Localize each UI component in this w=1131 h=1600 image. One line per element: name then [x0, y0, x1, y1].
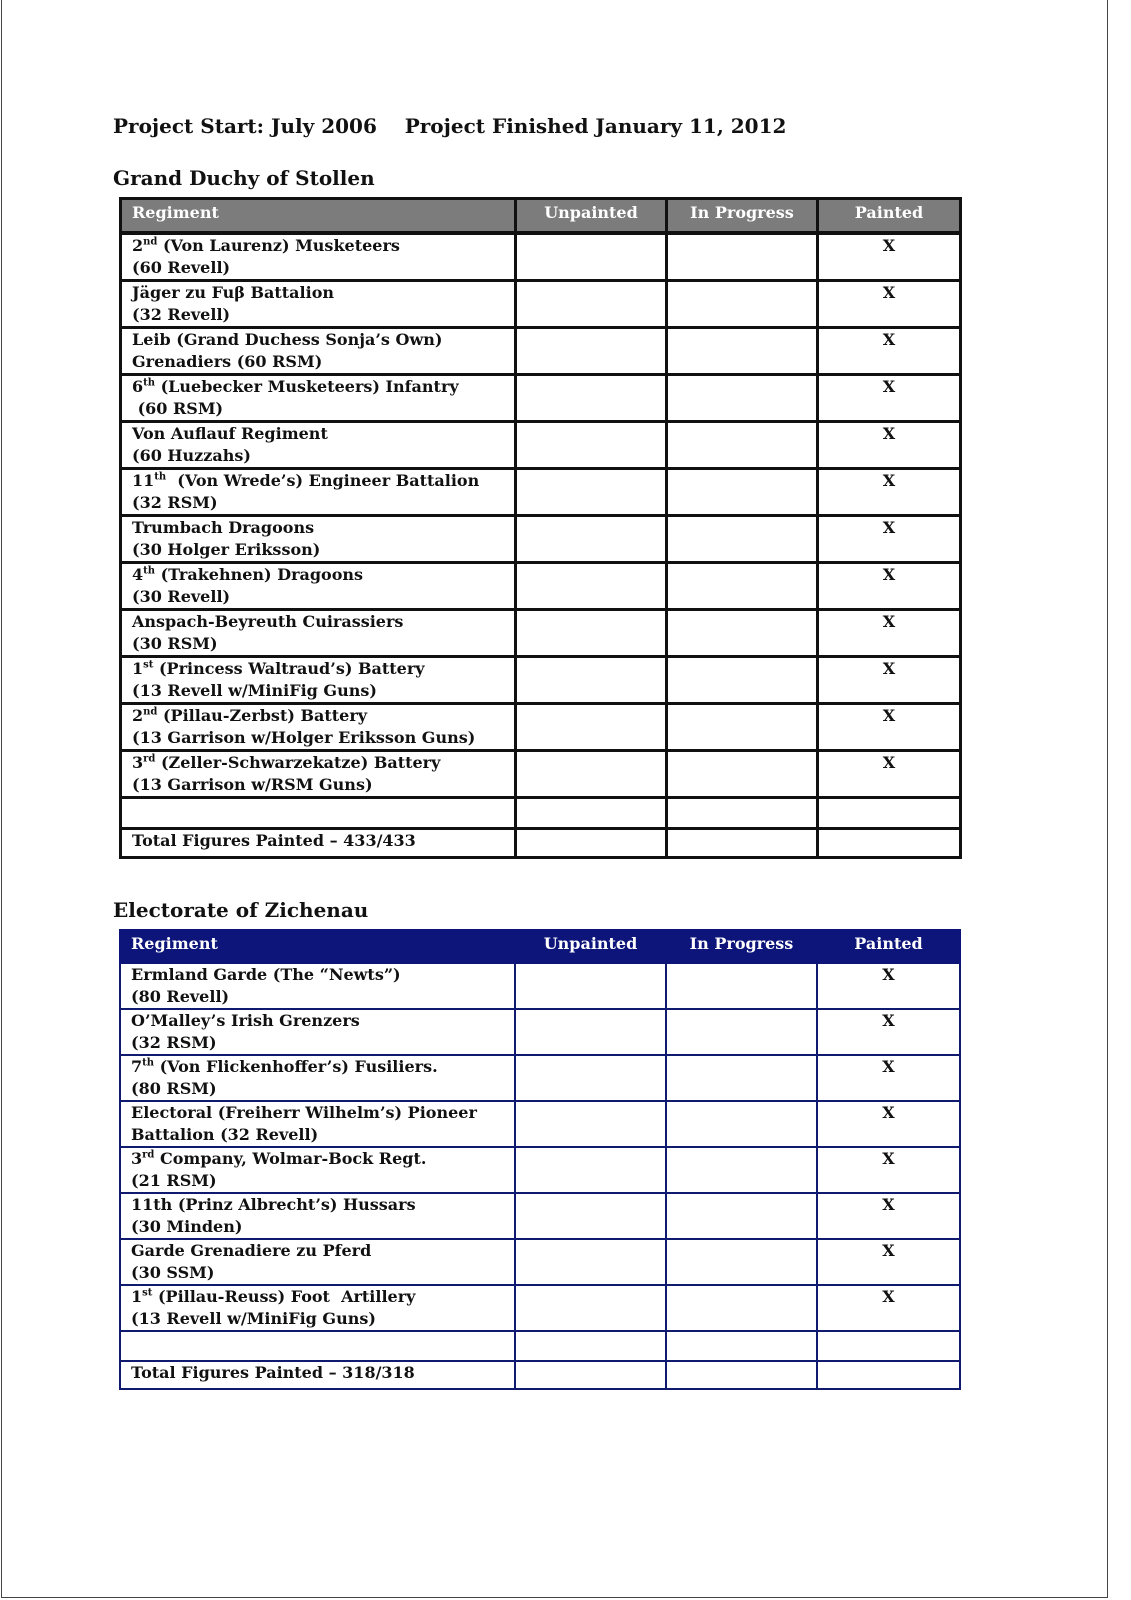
regiment-figures: (60 Huzzahs) [132, 446, 251, 465]
table-row [120, 1239, 960, 1285]
table-row [120, 1147, 960, 1193]
painted-mark: X [817, 1055, 960, 1101]
regiment-name [132, 470, 504, 492]
ordinal-suffix: th [143, 377, 156, 389]
table-row [120, 963, 960, 1009]
ordinal-suffix: th [154, 471, 167, 483]
regiment-name [132, 235, 504, 257]
table-header-row [120, 930, 960, 963]
total-figures-painted: Total Figures Painted – 318/318 [120, 1361, 515, 1389]
column-header-painted: Painted [817, 930, 960, 963]
regiment-cell [120, 1147, 515, 1193]
in-progress-cell [667, 233, 818, 281]
regiment-figures: (13 Revell w/MiniFig Guns) [132, 681, 377, 700]
regiment-figures: (13 Garrison w/Holger Eriksson Guns) [132, 728, 476, 747]
regiment-name [132, 752, 504, 774]
table-row [121, 281, 961, 328]
total-row [121, 829, 961, 858]
regiment-name-text: (Von Wrede’s) Engineer Battalion [166, 471, 480, 490]
regiment-name-text: Leib (Grand Duchess Sonja’s Own) [132, 330, 443, 349]
regiment-figures: (32 RSM) [132, 493, 218, 512]
ordinal-suffix: st [143, 659, 154, 671]
table-row [121, 233, 961, 281]
project-start: Project Start: July 2006 [113, 114, 377, 138]
column-header-unpainted: Unpainted [516, 199, 667, 234]
regiment-name-text: (Von Flickenhoffer’s) Fusiliers. [154, 1057, 438, 1076]
regiment-name-text: Garde Grenadiere zu Pferd [131, 1241, 372, 1260]
column-header-in-progress: In Progress [666, 930, 817, 963]
ordinal-suffix: rd [142, 1149, 155, 1161]
regiment-cell [121, 516, 516, 563]
project-dates [113, 114, 786, 138]
painted-mark: X [817, 1101, 960, 1147]
painted-mark: X [818, 516, 961, 563]
regiment-name-text: (Pillau-Reuss) Foot Artillery [152, 1287, 416, 1306]
in-progress-cell [667, 704, 818, 751]
painted-mark: X [818, 328, 961, 375]
painted-mark: X [817, 1009, 960, 1055]
painted-mark: X [818, 281, 961, 328]
regiment-name-text: Ermland Garde (The “Newts”) [131, 965, 401, 984]
stollen-table [119, 197, 962, 859]
in-progress-cell [666, 1239, 817, 1285]
regiment-name [132, 329, 504, 351]
regiment-name-text: Electoral (Freiherr Wilhelm’s) Pioneer [131, 1103, 477, 1122]
regiment-name [131, 1240, 504, 1262]
unpainted-cell [516, 422, 667, 469]
ordinal-suffix: nd [143, 706, 158, 718]
unpainted-cell [515, 1193, 666, 1239]
regiment-name [132, 423, 504, 445]
in-progress-cell [667, 375, 818, 422]
table-header-row [121, 199, 961, 234]
unpainted-cell [516, 469, 667, 516]
section-title-zichenau: Electorate of Zichenau [113, 898, 369, 922]
ordinal-suffix: nd [143, 236, 158, 248]
regiment-name-text: (Trakehnen) Dragoons [155, 565, 364, 584]
total-row [120, 1361, 960, 1389]
column-header-regiment: Regiment [120, 930, 515, 963]
painted-mark: X [818, 751, 961, 798]
regiment-figures: (30 SSM) [131, 1263, 215, 1282]
regiment-ordinal: 4 [132, 565, 144, 584]
blank-row [121, 798, 961, 829]
blank-row [120, 1331, 960, 1361]
in-progress-cell [667, 469, 818, 516]
regiment-figures: (30 Holger Eriksson) [132, 540, 321, 559]
section-title-stollen: Grand Duchy of Stollen [113, 166, 375, 190]
painted-mark: X [818, 657, 961, 704]
regiment-cell [121, 469, 516, 516]
in-progress-cell [667, 657, 818, 704]
painted-mark: X [817, 1193, 960, 1239]
regiment-name-text: (Princess Waltraud’s) Battery [153, 659, 425, 678]
regiment-cell [121, 610, 516, 657]
regiment-name [132, 705, 504, 727]
ordinal-suffix: st [142, 1287, 153, 1299]
unpainted-cell [516, 657, 667, 704]
regiment-name [131, 1056, 504, 1078]
table-row [120, 1055, 960, 1101]
in-progress-cell [667, 751, 818, 798]
zichenau-rows [120, 963, 960, 1331]
regiment-name-text: Anspach-Beyreuth Cuirassiers [132, 612, 404, 631]
regiment-ordinal: 6 [132, 377, 144, 396]
regiment-cell [121, 281, 516, 328]
in-progress-cell [667, 281, 818, 328]
regiment-figures: (13 Garrison w/RSM Guns) [132, 775, 373, 794]
in-progress-cell [667, 563, 818, 610]
regiment-ordinal: 1 [132, 659, 144, 678]
regiment-cell [120, 963, 515, 1009]
regiment-name [131, 964, 504, 986]
regiment-ordinal: 11 [132, 471, 155, 490]
regiment-name-text: O’Malley’s Irish Grenzers [131, 1011, 360, 1030]
regiment-figures: (60 Revell) [132, 258, 231, 277]
unpainted-cell [515, 963, 666, 1009]
unpainted-cell [516, 563, 667, 610]
regiment-name-text: 11th (Prinz Albrecht’s) Hussars [131, 1195, 416, 1214]
unpainted-cell [516, 375, 667, 422]
regiment-cell [121, 704, 516, 751]
regiment-name [131, 1102, 504, 1124]
regiment-name-text: (Zeller-Schwarzekatze) Battery [155, 753, 441, 772]
painted-mark: X [818, 375, 961, 422]
regiment-figures: Battalion (32 Revell) [131, 1125, 319, 1144]
regiment-cell [121, 233, 516, 281]
table-row [121, 657, 961, 704]
ordinal-suffix: rd [143, 753, 156, 765]
regiment-name [131, 1010, 504, 1032]
ordinal-suffix: th [143, 565, 156, 577]
regiment-ordinal: 3 [131, 1149, 143, 1168]
regiment-name-text: (Von Laurenz) Musketeers [157, 236, 400, 255]
regiment-ordinal: 2 [132, 236, 144, 255]
table-row [120, 1193, 960, 1239]
regiment-cell [120, 1239, 515, 1285]
unpainted-cell [516, 751, 667, 798]
regiment-name-text: Von Auflauf Regiment [132, 424, 328, 443]
regiment-cell [120, 1285, 515, 1331]
regiment-cell [120, 1009, 515, 1055]
stollen-rows [121, 233, 961, 798]
table-row [121, 563, 961, 610]
regiment-figures: (32 Revell) [132, 305, 231, 324]
total-figures-painted: Total Figures Painted – 433/433 [121, 829, 516, 858]
unpainted-cell [516, 233, 667, 281]
in-progress-cell [666, 1101, 817, 1147]
in-progress-cell [667, 610, 818, 657]
in-progress-cell [666, 1055, 817, 1101]
regiment-name [132, 658, 504, 680]
regiment-cell [120, 1193, 515, 1239]
regiment-cell [120, 1101, 515, 1147]
unpainted-cell [515, 1147, 666, 1193]
regiment-cell [121, 563, 516, 610]
zichenau-table [119, 929, 961, 1390]
table-row [121, 704, 961, 751]
table-row [121, 610, 961, 657]
regiment-name [131, 1148, 504, 1170]
table-row [121, 469, 961, 516]
in-progress-cell [666, 1193, 817, 1239]
column-header-unpainted: Unpainted [515, 930, 666, 963]
table-row [121, 422, 961, 469]
painted-mark: X [818, 563, 961, 610]
regiment-cell [121, 657, 516, 704]
table-row [121, 375, 961, 422]
unpainted-cell [515, 1239, 666, 1285]
table-row [121, 328, 961, 375]
table-row [121, 516, 961, 563]
painted-mark: X [817, 1239, 960, 1285]
in-progress-cell [667, 422, 818, 469]
unpainted-cell [516, 328, 667, 375]
regiment-name [132, 376, 504, 398]
regiment-name [131, 1194, 504, 1216]
regiment-name-text: Jäger zu Fuβ Battalion [132, 283, 334, 302]
table-row [121, 751, 961, 798]
regiment-name-text: Company, Wolmar-Bock Regt. [154, 1149, 427, 1168]
regiment-ordinal: 1 [131, 1287, 143, 1306]
unpainted-cell [516, 704, 667, 751]
regiment-cell [121, 751, 516, 798]
regiment-figures: (80 Revell) [131, 987, 230, 1006]
regiment-cell [121, 375, 516, 422]
regiment-name [132, 564, 504, 586]
regiment-figures: (30 Revell) [132, 587, 231, 606]
regiment-figures: (21 RSM) [131, 1171, 217, 1190]
in-progress-cell [666, 1009, 817, 1055]
unpainted-cell [515, 1009, 666, 1055]
painted-mark: X [817, 1285, 960, 1331]
in-progress-cell [667, 516, 818, 563]
regiment-cell [121, 328, 516, 375]
painted-mark: X [818, 422, 961, 469]
in-progress-cell [666, 963, 817, 1009]
painted-mark: X [817, 1147, 960, 1193]
painted-mark: X [818, 233, 961, 281]
regiment-cell [120, 1055, 515, 1101]
regiment-ordinal: 7 [131, 1057, 143, 1076]
regiment-name-text: (Pillau-Zerbst) Battery [157, 706, 368, 725]
unpainted-cell [515, 1055, 666, 1101]
regiment-ordinal: 3 [132, 753, 144, 772]
unpainted-cell [515, 1285, 666, 1331]
regiment-name [132, 611, 504, 633]
table-row [120, 1101, 960, 1147]
regiment-name [132, 517, 504, 539]
regiment-figures: (30 Minden) [131, 1217, 243, 1236]
unpainted-cell [516, 610, 667, 657]
regiment-figures: (32 RSM) [131, 1033, 217, 1052]
unpainted-cell [516, 281, 667, 328]
regiment-name [131, 1286, 504, 1308]
regiment-figures: (13 Revell w/MiniFig Guns) [131, 1309, 376, 1328]
column-header-regiment: Regiment [121, 199, 516, 234]
project-finished: Project Finished January 11, 2012 [404, 114, 787, 138]
column-header-painted: Painted [818, 199, 961, 234]
regiment-name-text: Trumbach Dragoons [132, 518, 315, 537]
in-progress-cell [666, 1285, 817, 1331]
column-header-in-progress: In Progress [667, 199, 818, 234]
regiment-cell [121, 422, 516, 469]
painted-mark: X [817, 963, 960, 1009]
painted-mark: X [818, 704, 961, 751]
unpainted-cell [516, 516, 667, 563]
regiment-ordinal: 2 [132, 706, 144, 725]
painted-mark: X [818, 469, 961, 516]
painted-mark: X [818, 610, 961, 657]
regiment-name-text: (Luebecker Musketeers) Infantry [155, 377, 459, 396]
regiment-figures: (80 RSM) [131, 1079, 217, 1098]
regiment-figures: (30 RSM) [132, 634, 218, 653]
ordinal-suffix: th [142, 1057, 155, 1069]
table-row [120, 1009, 960, 1055]
in-progress-cell [666, 1147, 817, 1193]
in-progress-cell [667, 328, 818, 375]
regiment-figures: (60 RSM) [132, 399, 224, 418]
regiment-figures: Grenadiers (60 RSM) [132, 352, 323, 371]
regiment-name [132, 282, 504, 304]
unpainted-cell [515, 1101, 666, 1147]
table-row [120, 1285, 960, 1331]
